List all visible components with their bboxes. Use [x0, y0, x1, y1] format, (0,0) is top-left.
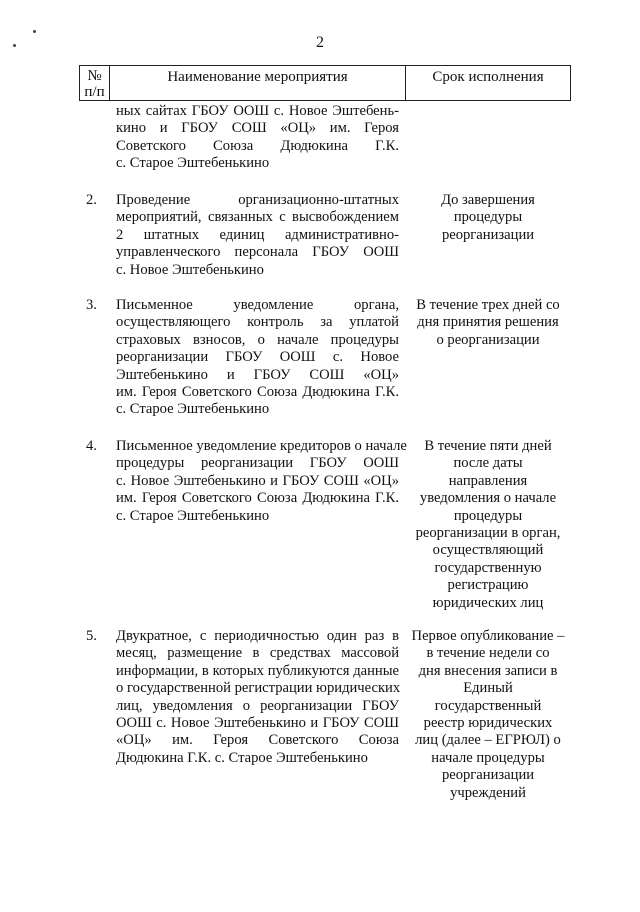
row-name-line: страховых взносов, о начале процедуры	[116, 331, 399, 348]
row-term-line: дня принятия решения	[417, 314, 559, 331]
row-term-line: юридических лиц	[432, 594, 544, 611]
row-term-line: процедуры	[453, 507, 523, 524]
row-name-line: им. Героя Советского Союза Дюдюкина Г.К.	[116, 490, 399, 507]
row-name-line: осуществляющего контроль за уплатой	[116, 314, 399, 331]
row-term-line: учреждений	[450, 784, 526, 801]
row-name-line: с. Новое Эштебенькино и ГБОУ СОШ «ОЦ»	[116, 472, 399, 489]
row-number: 3.	[86, 297, 97, 313]
row-term-line: реорганизации	[441, 767, 535, 784]
row-term-line: Первое опубликование –	[411, 628, 565, 644]
row-name-line: им. Героя Советского Союза Дюдюкина Г.К.	[116, 384, 399, 401]
row-name	[116, 628, 399, 767]
row-name-line: управленческого персонала ГБОУ ООШ	[116, 244, 399, 261]
row-term-line: реорганизации	[441, 226, 535, 243]
row-name-line: лиц, уведомления о реорганизации ГБОУ	[116, 697, 399, 714]
row-name-line: Письменное уведомление кредиторов о начале	[116, 438, 407, 454]
row-name-line: информации, в которых публикуются данные	[116, 662, 399, 679]
row-term-line: До завершения	[441, 192, 535, 208]
row-name-line: с. Старое Эштебенькино	[116, 507, 270, 524]
row-term-line: государственный	[434, 697, 542, 714]
row-number: 2.	[86, 192, 97, 208]
row-term-line: осуществляющий	[432, 542, 544, 559]
row-term	[406, 192, 570, 244]
row-name	[116, 297, 399, 419]
row-name-line: месяц, размещение в средствах массовой	[116, 645, 399, 662]
row-term-line: дня внесения записи в	[418, 662, 558, 679]
row-name-line: «ОЦ» им. Героя Советского Союза	[116, 732, 399, 749]
row-name-line: кино и ГБОУ СОШ «ОЦ» им. Героя	[116, 120, 399, 137]
row-name-line: с. Старое Эштебенькино	[116, 155, 270, 172]
header-term-cell	[406, 66, 570, 100]
header-number-cell	[80, 66, 110, 100]
row-term	[406, 438, 570, 612]
header-name-label: Наименование мероприятия	[167, 69, 348, 85]
header-number-label: №	[87, 67, 102, 84]
row-name-line: мероприятий, связанных с высвобождением	[116, 209, 399, 226]
row-name-line: с. Старое Эштебенькино	[116, 401, 270, 418]
row-term-line: процедуры	[453, 209, 523, 226]
row-term-line: Единый	[463, 680, 513, 697]
page-number: 2	[316, 34, 324, 51]
row-term-line: о реорганизации	[436, 331, 540, 348]
row-name-line: ООШ с. Новое Эштебенькино и ГБОУ СОШ	[116, 715, 399, 732]
row-name-line: реорганизации ГБОУ ООШ с. Новое	[116, 349, 399, 366]
row-name-line: Письменное уведомление органа,	[116, 297, 399, 313]
row-name-line: о государственной регистрации юридических	[116, 680, 401, 697]
row-term	[406, 297, 570, 349]
row-name-line: Проведение организационно-штатных	[116, 192, 399, 208]
row-term-line: В течение трех дней со	[416, 297, 560, 313]
row-name	[116, 438, 407, 525]
row-term-line: в течение недели со	[426, 645, 550, 662]
scan-speck	[33, 30, 36, 33]
row-number: 4.	[86, 438, 97, 454]
row-name-line: Двукратное, с периодичностью один раз в	[116, 628, 399, 644]
row-term-line: начале процедуры	[431, 749, 545, 766]
row-term-line: лиц (далее – ЕГРЮЛ) о	[415, 732, 561, 749]
row-term-line: реорганизации в орган,	[415, 525, 561, 542]
row-name-line: Советского Союза Дюдюкина Г.К.	[116, 137, 399, 154]
row-name-line: процедуры реорганизации ГБОУ ООШ	[116, 455, 399, 472]
table-header	[79, 65, 571, 101]
header-number-sublabel: п/п	[84, 83, 105, 100]
header-term-label: Срок исполнения	[432, 69, 544, 85]
row-name	[116, 103, 399, 173]
row-term-line: регистрацию	[447, 577, 529, 594]
row-name	[116, 192, 399, 279]
row-term-line: государственную	[434, 559, 542, 576]
row-number: 5.	[86, 628, 97, 644]
row-term-line: после даты	[453, 455, 523, 472]
row-term-line: реестр юридических	[423, 715, 553, 732]
row-term	[406, 628, 570, 802]
row-term-line: уведомления о начале	[419, 490, 557, 507]
row-term-line: В течение пяти дней	[424, 438, 552, 454]
row-term-line: направления	[448, 472, 528, 489]
row-name-line: ных сайтах ГБОУ ООШ с. Новое Эштебень-	[116, 103, 399, 119]
header-name-cell	[110, 66, 406, 100]
row-name-line: 2 штатных единиц административно-	[116, 226, 399, 243]
row-name-line: Дюдюкина Г.К. с. Старое Эштебенькино	[116, 749, 368, 766]
row-name-line: с. Новое Эштебенькино	[116, 261, 264, 278]
row-name-line: Эштебенькино и ГБОУ СОШ «ОЦ»	[116, 366, 399, 383]
